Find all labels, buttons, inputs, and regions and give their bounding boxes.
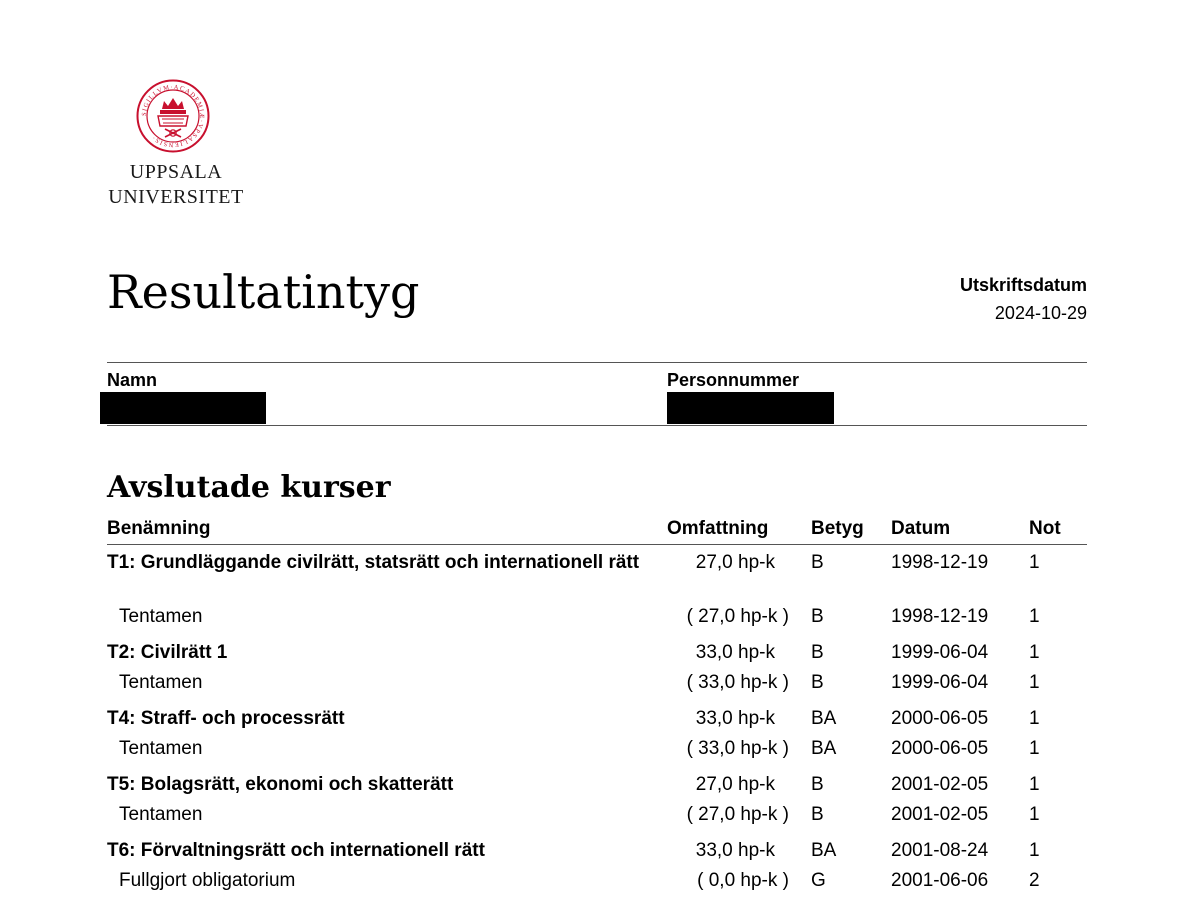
courses-table: [107, 518, 1087, 905]
row-betyg: BA: [811, 738, 837, 759]
table-row: [107, 869, 1087, 905]
section-title: Avslutade kurser: [107, 470, 391, 505]
row-betyg: B: [811, 642, 824, 663]
header-betyg: Betyg: [811, 518, 864, 539]
row-datum: 2001-08-24: [891, 840, 989, 861]
table-row: [107, 737, 1087, 773]
row-betyg: BA: [811, 708, 837, 729]
row-omfattning: ( 27,0 hp-k ): [686, 606, 789, 627]
row-datum: 2000-06-05: [891, 738, 989, 759]
row-not: 2: [1029, 870, 1040, 891]
table-row: [107, 803, 1087, 839]
table-header: [107, 518, 1087, 545]
university-name-line2: UNIVERSITET: [108, 186, 244, 208]
divider-bottom: [107, 425, 1087, 426]
row-datum: 1998-12-19: [891, 606, 989, 627]
row-datum: 2001-02-05: [891, 774, 989, 795]
row-name: T4: Straff- och processrätt: [107, 708, 345, 729]
row-omfattning: 33,0 hp-k: [695, 642, 775, 663]
row-datum: 2001-06-06: [891, 870, 989, 891]
row-datum: 1999-06-04: [891, 672, 989, 693]
row-omfattning: 27,0 hp-k: [695, 774, 775, 795]
divider-top: [107, 362, 1087, 363]
university-name-line1: UPPSALA: [129, 161, 223, 183]
table-row: [107, 671, 1087, 707]
table-row: [107, 641, 1087, 671]
row-name: Tentamen: [119, 738, 203, 759]
personnummer-redaction: [667, 392, 834, 424]
row-name: T6: Förvaltningsrätt och internationell rätt: [107, 840, 485, 861]
svg-text:SIGILLVM·ACADEMIÆ·VPSALIENSIS·: SIGILLVM·ACADEMIÆ·VPSALIENSIS·: [140, 83, 206, 149]
row-datum: 1998-12-19: [891, 552, 989, 573]
university-name: [106, 160, 246, 210]
row-not: 1: [1029, 804, 1040, 825]
row-not: 1: [1029, 774, 1040, 795]
table-row: [107, 773, 1087, 803]
row-omfattning: ( 0,0 hp-k ): [697, 870, 789, 891]
row-datum: 2001-02-05: [891, 804, 989, 825]
row-name: Tentamen: [119, 606, 203, 627]
header-datum: Datum: [891, 518, 951, 539]
row-omfattning: ( 33,0 hp-k ): [686, 672, 789, 693]
row-name: T2: Civilrätt 1: [107, 642, 228, 663]
row-datum: 2000-06-05: [891, 708, 989, 729]
row-not: 1: [1029, 642, 1040, 663]
row-not: 1: [1029, 552, 1040, 573]
row-datum: 1999-06-04: [891, 642, 989, 663]
row-name: T1: Grundläggande civilrätt, statsrätt och internationell rätt: [107, 552, 640, 573]
name-label: Namn: [107, 370, 158, 390]
name-redaction: [100, 392, 266, 424]
row-not: 1: [1029, 672, 1040, 693]
row-omfattning: 33,0 hp-k: [695, 840, 775, 861]
row-betyg: B: [811, 552, 824, 573]
row-betyg: G: [811, 870, 826, 891]
row-name: Fullgjort obligatorium: [119, 870, 296, 891]
row-name: Tentamen: [119, 672, 203, 693]
row-omfattning: 27,0 hp-k: [695, 552, 775, 573]
row-not: 1: [1029, 840, 1040, 861]
row-omfattning: ( 27,0 hp-k ): [686, 804, 789, 825]
row-name: T5: Bolagsrätt, ekonomi och skatterätt: [107, 774, 454, 795]
row-betyg: B: [811, 774, 824, 795]
row-betyg: B: [811, 804, 824, 825]
row-not: 1: [1029, 606, 1040, 627]
header-name: Benämning: [107, 518, 211, 539]
row-not: 1: [1029, 708, 1040, 729]
print-date-value: 2024-10-29: [994, 303, 1087, 323]
table-row: [107, 707, 1087, 737]
row-betyg: B: [811, 672, 824, 693]
table-row: [107, 551, 1087, 603]
row-not: 1: [1029, 738, 1040, 759]
row-betyg: B: [811, 606, 824, 627]
row-omfattning: ( 33,0 hp-k ): [686, 738, 789, 759]
header-not: Not: [1029, 518, 1061, 539]
header-omfattning: Omfattning: [667, 518, 769, 539]
row-betyg: BA: [811, 840, 837, 861]
row-omfattning: 33,0 hp-k: [695, 708, 775, 729]
university-seal-logo: [136, 79, 210, 153]
print-date-label: Utskriftsdatum: [959, 275, 1087, 295]
personnummer-label: Personnummer: [667, 370, 800, 390]
table-row: [107, 839, 1087, 869]
document-title: Resultatintyg: [107, 265, 420, 319]
table-row: [107, 605, 1087, 641]
row-name: Tentamen: [119, 804, 203, 825]
